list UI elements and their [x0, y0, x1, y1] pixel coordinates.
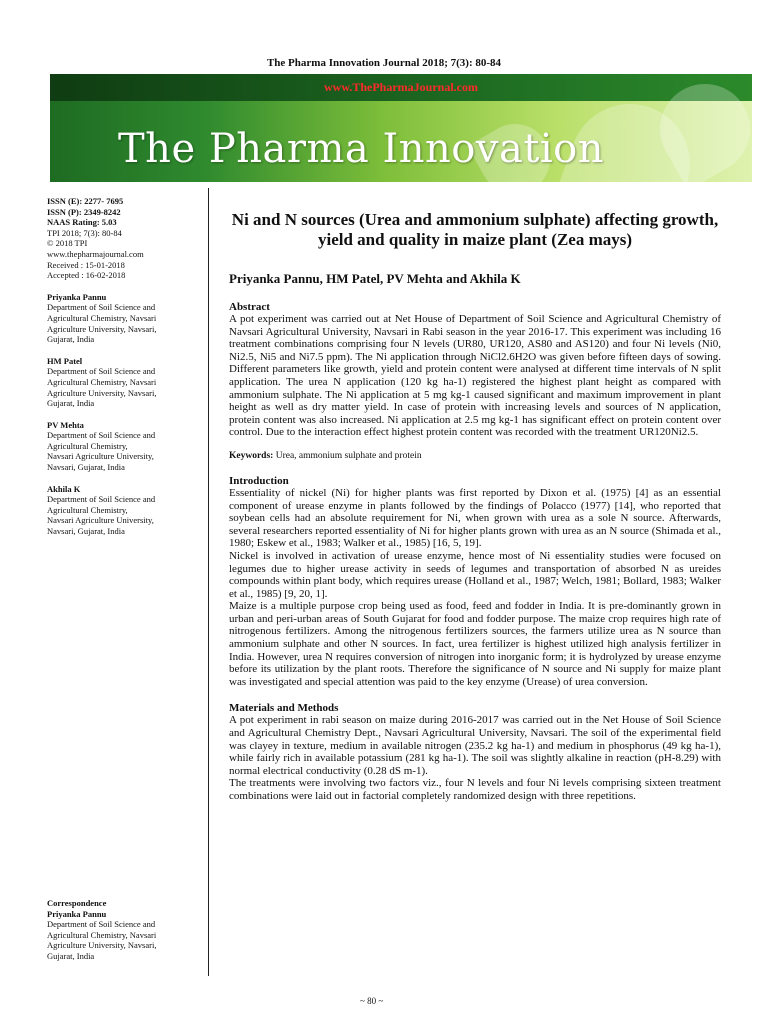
affiliation-name: HM Patel	[47, 355, 83, 366]
main-column	[229, 210, 721, 803]
affiliation-line: Agricultural Chemistry,	[47, 440, 128, 451]
introduction-heading: Introduction	[229, 474, 289, 487]
affiliation-name: Akhila K	[47, 483, 81, 494]
correspondence-label: Correspondence	[47, 898, 107, 908]
keywords-label: Keywords:	[229, 450, 274, 461]
affiliation-line: Agricultural Chemistry, Navsari	[47, 376, 157, 387]
copyright: © 2018 TPI	[47, 238, 88, 249]
affiliation-line: Navsari Agriculture University,	[47, 451, 154, 462]
journal-title: The Pharma Innovation	[118, 126, 605, 172]
journal-header: The Pharma Innovation Journal 2018; 7(3): 80-84	[266, 57, 502, 69]
volume-info: TPI 2018; 7(3): 80-84	[47, 227, 122, 238]
affiliation-line: Gujarat, India	[47, 334, 95, 345]
column-divider	[208, 188, 209, 976]
affiliation-1	[47, 292, 203, 345]
affiliation-line: Agricultural Chemistry, Navsari	[47, 312, 157, 323]
intro-paragraph-1: Essentiality of nickel (Ni) for higher plants was first reported by Dixon et al. (1975) [4] as an essential component of urease enzyme in plants followed by the findings of Polacco (1977) [14], who reported that soybean cells had an absolute requirement for Ni, when grown with urea as a sole N source. Afterwards, several researchers reported essentiality of Ni for higher plants grown with urea as an N source (Shimada et al., 1980; Eskew et al., 1983; Walker et al., 1985) [16, 5, 19].	[229, 486, 721, 550]
affiliation-4	[47, 484, 203, 537]
paper-authors: Priyanka Pannu, HM Patel, PV Mehta and Akhila K	[229, 271, 521, 286]
correspondence-block	[47, 898, 203, 962]
affiliation-name: Priyanka Pannu	[47, 291, 107, 302]
journal-banner	[50, 74, 752, 182]
affiliation-3	[47, 420, 203, 473]
left-sidebar	[47, 196, 203, 537]
methods-paragraph-2: The treatments were involving two factors viz., four N levels and four Ni levels comprising sixteen treatment combinations were laid out in factorial completely randomized design with three repetitions.	[229, 777, 721, 802]
naas-rating: NAAS Rating: 5.03	[47, 217, 117, 228]
journal-meta	[47, 196, 203, 281]
correspondence-name: Priyanka Pannu	[47, 908, 107, 919]
correspondence-line: Department of Soil Science and	[47, 919, 156, 930]
affiliation-line: Department of Soil Science and	[47, 302, 156, 313]
affiliation-line: Agricultural Chemistry,	[47, 504, 128, 515]
methods-heading: Materials and Methods	[229, 702, 339, 715]
issn-e: ISSN (E): 2277- 7695	[47, 196, 124, 206]
paper-title: Ni and N sources (Urea and ammonium sulphate) affecting growth, yield and quality in maize plant (Zea mays)	[231, 210, 719, 249]
keywords	[229, 451, 721, 461]
keywords-text: Urea, ammonium sulphate and protein	[275, 450, 422, 461]
abstract-heading: Abstract	[229, 301, 270, 313]
abstract-text: A pot experiment was carried out at Net House of Department of Soil Science and Agricultural Chemistry of Navsari Agricultural University, Navsari in Rabi season in the year 2016-17. This experiment was including 16 treatment combinations comprising four N levels (UR80, UR120, AS80 and AS120) and four Ni levels (Ni0, Ni2.5, Ni5 and Ni7.5 ppm). The Ni application through NiCl2.6H2O was given before fifteen days of sowing. Different parameters like growth, yield and protein content were analysed at different time intervals of N split application. The urea N application (120 kg ha-1) registered the highest plant height as compared with ammonium sulphate. The Ni application at 5 mg kg-1 caused significant and maximum improvement in plant height as well as dry matter yield. In case of protein with increasing levels and sources of N application, protein content was also increased. Ni application at 2.5 mg kg-1 has significant effect on protein content over control. Due to the interaction effect highest protein content was recorded with the treatment UR120Ni2.5.	[229, 313, 721, 439]
issn-p: ISSN (P): 2349-8242	[47, 206, 121, 217]
affiliation-line: Department of Soil Science and	[47, 366, 156, 377]
affiliation-line: Gujarat, India	[47, 398, 95, 409]
correspondence-line: Gujarat, India	[47, 950, 95, 961]
affiliation-line: Navsari, Gujarat, India	[47, 462, 125, 473]
affiliation-line: Agriculture University, Navsari,	[47, 323, 157, 334]
affiliation-name: PV Mehta	[47, 419, 84, 430]
affiliation-2	[47, 356, 203, 409]
intro-paragraph-3: Maize is a multiple purpose crop being used as food, feed and fodder in India. It is pre-dominantly grown in urban and peri-urban areas of South Gujarat for food and fodder purpose. The maize crop requires high rate of nitrogenous fertilizers. Among the nitrogenous fertilizers sources, the farmers utilize urea as N source than ammonium sulphate and other N sources. In fact, urea fertilizer is highest utilized high analysis fertilizer in India. However, urea N requires conversion of nitrogen into inorganic form; it is hydrolyzed by urease enzyme before its utilization by the plant roots. Therefore the significance of N source and Ni supply for maize plant was investigated and special attention was paid to the key enzyme (Urease) of urea conversion.	[229, 600, 721, 688]
accepted-date: Accepted : 16-02-2018	[47, 270, 126, 281]
affiliation-line: Agriculture University, Navsari,	[47, 387, 157, 398]
affiliation-line: Navsari Agriculture University,	[47, 515, 154, 526]
received-date: Received : 15-01-2018	[47, 259, 125, 270]
intro-paragraph-2: Nickel is involved in activation of urease enzyme, hence most of Ni essentiality studies were focused on legumes due to higher urease activity in seeds of legumes and transportation of absorbed N as ureides compounds within plant body, which requires urease (Holland et al., 1987; Welch, 1981; Bollard, 1983; Walker et al., 1985) [9, 20, 1].	[229, 549, 721, 600]
correspondence-line: Agriculture University, Navsari,	[47, 940, 157, 951]
affiliation-line: Department of Soil Science and	[47, 430, 156, 441]
page-number: ~ 80 ~	[360, 996, 384, 1006]
journal-url[interactable]: www.ThePharmaJournal.com	[324, 80, 478, 94]
journal-website[interactable]: www.thepharmajournal.com	[47, 248, 144, 259]
affiliation-line: Navsari, Gujarat, India	[47, 526, 125, 537]
affiliation-line: Department of Soil Science and	[47, 494, 156, 505]
methods-paragraph-1: A pot experiment in rabi season on maize during 2016-2017 was carried out in the Net House of Soil Science and Agricultural Chemistry Dept., Navsari Agricultural University, Navsari. The soil of the experimental field was clayey in texture, medium in available nitrogen (235.2 kg ha-1) and medium in phosphorus (49 kg ha-1), while fairly rich in available potassium (281 kg ha-1). The soil was slightly alkaline in reaction (pH-8.29) with normal electrical conductivity (0.28 dS m-1).	[229, 714, 721, 777]
correspondence-line: Agricultural Chemistry, Navsari	[47, 929, 157, 940]
